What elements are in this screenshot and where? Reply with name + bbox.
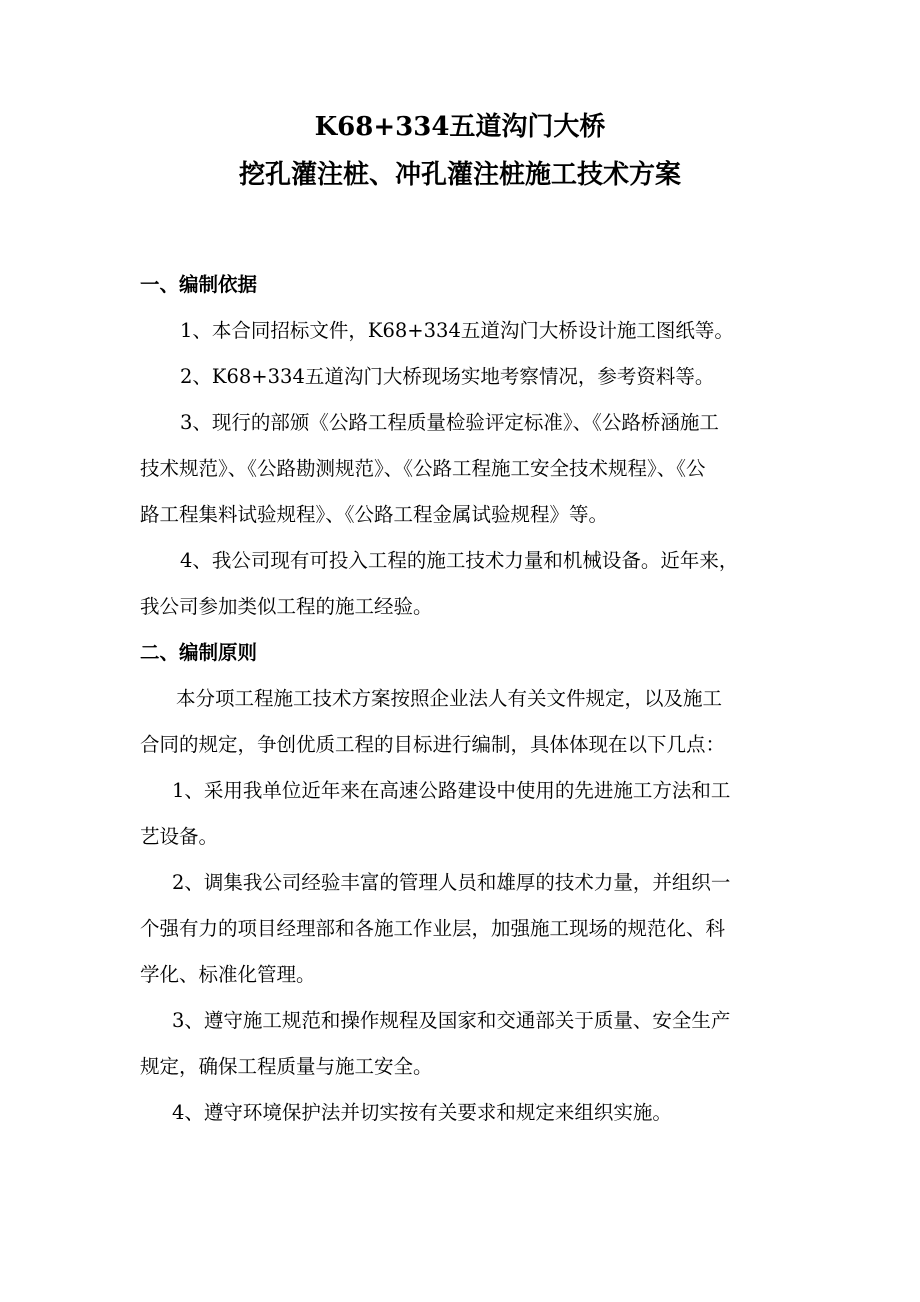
title-line-2: 挖孔灌注桩、冲孔灌注桩施工技术方案 bbox=[238, 160, 681, 190]
basis-item-3-line-2: 技术规范》、《公路勘测规范》、《公路工程施工安全技术规程》、《公 bbox=[140, 457, 706, 480]
basis-item-3-line-1: 3、现行的部颁《公路工程质量检验评定标准》、《公路桥涵施工 bbox=[180, 411, 719, 434]
basis-item-1: 1、本合同招标文件，K68+334五道沟门大桥设计施工图纸等。 bbox=[180, 319, 734, 342]
principle-item-4-line-1: 4、遵守环境保护法并切实按有关要求和规定来组织实施。 bbox=[172, 1101, 672, 1124]
principle-item-1-line-1: 1、采用我单位近年来在高速公路建设中使用的先进施工方法和工 bbox=[172, 779, 731, 802]
section-heading-principles: 二、编制原则 bbox=[140, 641, 258, 664]
basis-item-2: 2、K68+334五道沟门大桥现场实地考察情况，参考资料等。 bbox=[180, 365, 715, 388]
principle-item-2-line-3: 学化、标准化管理。 bbox=[140, 963, 316, 986]
principle-item-2-line-1: 2、调集我公司经验丰富的管理人员和雄厚的技术力量，并组织一 bbox=[172, 871, 731, 894]
principle-item-3-line-2: 规定，确保工程质量与施工安全。 bbox=[140, 1055, 433, 1078]
document-title bbox=[0, 112, 920, 208]
principles-intro-line-1: 本分项工程施工技术方案按照企业法人有关文件规定，以及施工 bbox=[176, 687, 723, 710]
basis-item-4-line-1: 4、我公司现有可投入工程的施工技术力量和机械设备。近年来， bbox=[180, 549, 739, 572]
principle-item-2-line-2: 个强有力的项目经理部和各施工作业层，加强施工现场的规范化、科 bbox=[140, 917, 726, 940]
principle-item-3-line-1: 3、遵守施工规范和操作规程及国家和交通部关于质量、安全生产 bbox=[172, 1009, 731, 1032]
basis-item-3-line-3: 路工程集料试验规程》、《公路工程金属试验规程》等。 bbox=[140, 503, 609, 526]
document-body bbox=[140, 262, 784, 1136]
principles-intro-line-2: 合同的规定，争创优质工程的目标进行编制，具体体现在以下几点： bbox=[140, 733, 726, 756]
principle-item-1-line-2: 艺设备。 bbox=[140, 825, 219, 848]
section-heading-basis: 一、编制依据 bbox=[140, 273, 258, 296]
basis-item-4-line-2: 我公司参加类似工程的施工经验。 bbox=[140, 595, 433, 618]
title-line-1: K68+334五道沟门大桥 bbox=[314, 112, 606, 142]
